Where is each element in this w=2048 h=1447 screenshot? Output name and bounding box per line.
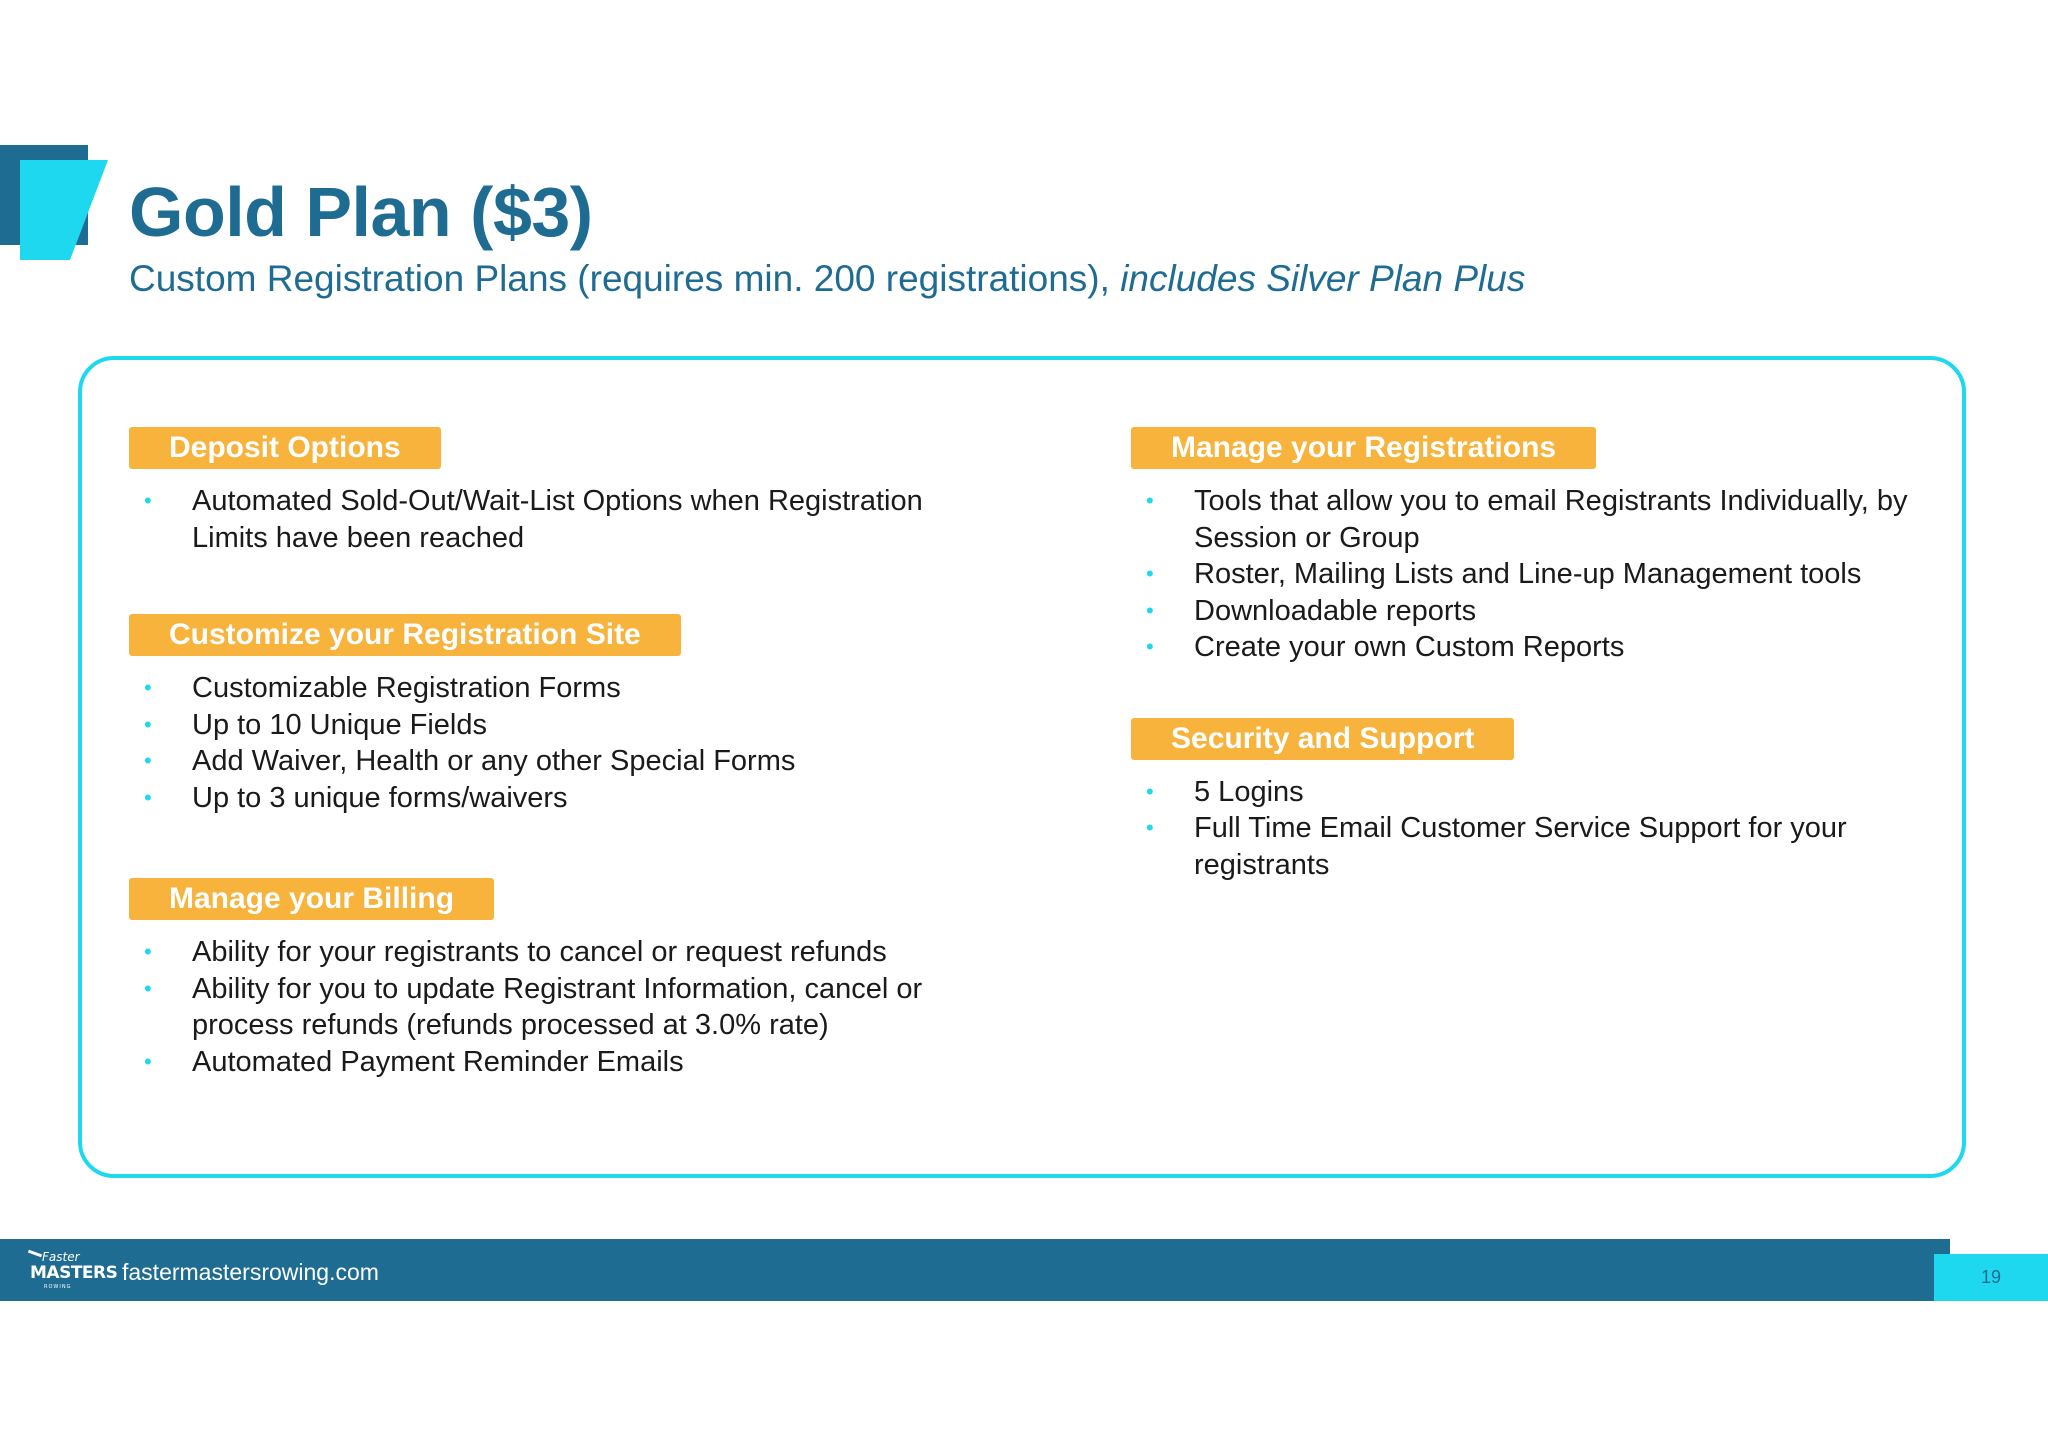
corner-accent-dark	[0, 145, 88, 245]
section-manage-billing	[129, 878, 989, 1080]
list-item: • Ability for you to update Registrant Information, cancel or process refunds (refunds processed at 3.0% rate)	[144, 972, 923, 1041]
bullet-icon: •	[144, 488, 152, 513]
list-item: • Full Time Email Customer Service Support for your registrants	[1146, 812, 1847, 881]
feature-list	[129, 670, 989, 816]
feature-list	[1131, 774, 1951, 884]
bullet-icon: •	[1146, 561, 1154, 586]
list-item: • Automated Payment Reminder Emails	[129, 1044, 989, 1081]
bullet-icon: •	[1146, 778, 1154, 804]
bullet-icon: •	[144, 711, 152, 737]
subtitle-italic: includes Silver Plan Plus	[1120, 258, 1526, 299]
section-heading: Security and Support	[1131, 718, 1514, 760]
bullet-icon: •	[144, 975, 152, 1001]
bullet-icon: •	[144, 1048, 152, 1074]
section-heading: Manage your Registrations	[1131, 427, 1596, 469]
feature-list	[129, 483, 989, 556]
bullet-icon: •	[1146, 488, 1154, 513]
list-item: • Up to 3 unique forms/waivers	[129, 780, 989, 817]
list-item: • Ability for your registrants to cancel or request refunds	[129, 934, 989, 971]
section-heading: Deposit Options	[129, 427, 441, 469]
section-manage-registrations	[1131, 427, 1951, 666]
subtitle-main: Custom Registration Plans (requires min. 200 registrations),	[129, 258, 1121, 299]
section-customize-site	[129, 614, 989, 816]
list-item: • Up to 10 Unique Fields	[129, 707, 989, 744]
feature-list	[129, 934, 989, 1080]
page-subtitle	[129, 258, 1525, 300]
oar-icon	[28, 1250, 42, 1258]
bullet-icon: •	[144, 939, 152, 964]
bullet-icon: •	[1146, 634, 1154, 659]
website-link[interactable]: fastermastersrowing.com	[122, 1259, 379, 1285]
feature-list	[1131, 483, 1951, 666]
list-item: • Roster, Mailing Lists and Line-up Management tools	[1131, 556, 1951, 593]
list-item: • Customizable Registration Forms	[129, 670, 989, 707]
page-title: Gold Plan ($3)	[129, 173, 593, 251]
list-item: • Add Waiver, Health or any other Special Forms	[129, 743, 989, 780]
left-column	[129, 427, 989, 1080]
bullet-icon: •	[1146, 597, 1154, 623]
list-item: • Automated Sold-Out/Wait-List Options when Registration Limits have been reached	[144, 485, 923, 554]
list-item: • Create your own Custom Reports	[1131, 629, 1951, 666]
bullet-icon: •	[1146, 815, 1154, 840]
bullet-icon: •	[144, 784, 152, 810]
section-deposit-options	[129, 427, 989, 556]
page-number: 19	[1980, 1267, 2002, 1287]
list-item: • Tools that allow you to email Registrants Individually, by Session or Group	[1146, 485, 1908, 554]
right-column	[1131, 427, 1951, 883]
list-item: • 5 Logins	[1131, 774, 1951, 811]
list-item: • Downloadable reports	[1131, 593, 1951, 630]
section-security-support	[1131, 718, 1951, 884]
faster-masters-logo: Faster MASTERS ROWING	[28, 1250, 92, 1292]
section-heading: Customize your Registration Site	[129, 614, 681, 656]
bullet-icon: •	[144, 675, 152, 700]
section-heading: Manage your Billing	[129, 878, 494, 920]
bullet-icon: •	[144, 748, 152, 773]
